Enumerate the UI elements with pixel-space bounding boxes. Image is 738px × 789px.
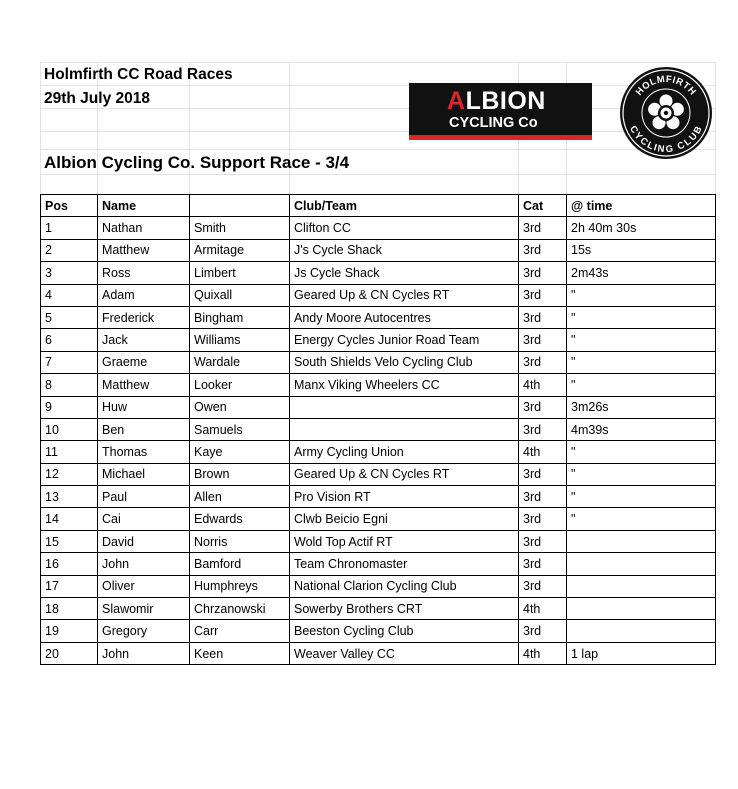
- cell-last-name: Keen: [190, 642, 290, 664]
- cell-time: ": [567, 486, 716, 508]
- cell-pos: 13: [41, 486, 98, 508]
- table-row: [41, 418, 716, 440]
- cell-team: Team Chronomaster: [290, 553, 519, 575]
- cell-team: Pro Vision RT: [290, 486, 519, 508]
- holmfirth-cycling-club-badge: [619, 66, 713, 160]
- cell-team: National Clarion Cycling Club: [290, 575, 519, 597]
- cell-last-name: Smith: [190, 217, 290, 239]
- table-row: [41, 284, 716, 306]
- cell-time: ": [567, 284, 716, 306]
- cell-pos: 6: [41, 329, 98, 351]
- cell-pos: 12: [41, 463, 98, 485]
- cell-last-name: Carr: [190, 620, 290, 642]
- cell-first-name: Graeme: [98, 351, 190, 373]
- cell-cat: 3rd: [519, 620, 567, 642]
- cell-last-name: Quixall: [190, 284, 290, 306]
- cell-time: ": [567, 306, 716, 328]
- cell-pos: 5: [41, 306, 98, 328]
- cell-last-name: Norris: [190, 530, 290, 552]
- cell-time: [567, 620, 716, 642]
- table-row: [41, 351, 716, 373]
- cell-time: 4m39s: [567, 418, 716, 440]
- cell-last-name: Brown: [190, 463, 290, 485]
- cell-pos: 7: [41, 351, 98, 373]
- cell-time: 2h 40m 30s: [567, 217, 716, 239]
- cell-cat: 3rd: [519, 306, 567, 328]
- table-row: [41, 508, 716, 530]
- cell-cat: 3rd: [519, 418, 567, 440]
- cell-time: 2m43s: [567, 262, 716, 284]
- cell-pos: 8: [41, 374, 98, 396]
- cell-cat: 3rd: [519, 463, 567, 485]
- cell-first-name: Jack: [98, 329, 190, 351]
- cell-team: Weaver Valley CC: [290, 642, 519, 664]
- col-header-time: @ time: [567, 195, 716, 217]
- cell-cat: 3rd: [519, 508, 567, 530]
- cell-first-name: Ross: [98, 262, 190, 284]
- cell-pos: 16: [41, 553, 98, 575]
- cell-first-name: Nathan: [98, 217, 190, 239]
- cell-first-name: Matthew: [98, 239, 190, 261]
- table-row: [41, 262, 716, 284]
- cell-first-name: Huw: [98, 396, 190, 418]
- cell-pos: 4: [41, 284, 98, 306]
- cell-pos: 17: [41, 575, 98, 597]
- cell-team: Beeston Cycling Club: [290, 620, 519, 642]
- table-row: [41, 441, 716, 463]
- table-row: [41, 306, 716, 328]
- cell-pos: 18: [41, 598, 98, 620]
- table-row: [41, 486, 716, 508]
- cell-pos: 1: [41, 217, 98, 239]
- badge-bottom-text: CYCLING CLUB: [626, 124, 706, 156]
- cell-cat: 3rd: [519, 575, 567, 597]
- col-header-team: Club/Team: [290, 195, 519, 217]
- cell-team: Energy Cycles Junior Road Team: [290, 329, 519, 351]
- table-row: [41, 239, 716, 261]
- cell-cat: 4th: [519, 441, 567, 463]
- cell-team: Army Cycling Union: [290, 441, 519, 463]
- col-header-pos: Pos: [41, 195, 98, 217]
- cell-last-name: Wardale: [190, 351, 290, 373]
- cell-pos: 19: [41, 620, 98, 642]
- cell-first-name: Thomas: [98, 441, 190, 463]
- race-date: 29th July 2018: [44, 90, 150, 107]
- cell-team: Andy Moore Autocentres: [290, 306, 519, 328]
- cell-time: [567, 575, 716, 597]
- table-row: [41, 217, 716, 239]
- cell-cat: 3rd: [519, 329, 567, 351]
- table-row: [41, 642, 716, 664]
- col-header-name: Name: [98, 195, 190, 217]
- table-row: [41, 530, 716, 552]
- table-row: [41, 553, 716, 575]
- col-header-surname: [190, 195, 290, 217]
- cell-last-name: Williams: [190, 329, 290, 351]
- cell-team: Geared Up & CN Cycles RT: [290, 463, 519, 485]
- cell-team: Geared Up & CN Cycles RT: [290, 284, 519, 306]
- cell-pos: 11: [41, 441, 98, 463]
- cell-cat: 4th: [519, 642, 567, 664]
- cell-first-name: Oliver: [98, 575, 190, 597]
- cell-first-name: Michael: [98, 463, 190, 485]
- cell-last-name: Looker: [190, 374, 290, 396]
- cell-last-name: Kaye: [190, 441, 290, 463]
- cell-time: 15s: [567, 239, 716, 261]
- badge-top-text: HOLMFIRTH: [633, 73, 699, 98]
- albion-logo-word: LBION: [465, 87, 546, 115]
- cell-cat: 4th: [519, 598, 567, 620]
- cell-time: ": [567, 441, 716, 463]
- cell-team: [290, 396, 519, 418]
- table-row: [41, 598, 716, 620]
- cell-cat: 3rd: [519, 217, 567, 239]
- cell-cat: 3rd: [519, 262, 567, 284]
- cell-time: ": [567, 329, 716, 351]
- cell-cat: 3rd: [519, 239, 567, 261]
- cell-last-name: Chrzanowski: [190, 598, 290, 620]
- cell-time: [567, 553, 716, 575]
- cell-first-name: Ben: [98, 418, 190, 440]
- cell-last-name: Edwards: [190, 508, 290, 530]
- cell-team: [290, 418, 519, 440]
- cell-pos: 15: [41, 530, 98, 552]
- cell-cat: 3rd: [519, 284, 567, 306]
- cell-team: Wold Top Actif RT: [290, 530, 519, 552]
- cell-team: Clifton CC: [290, 217, 519, 239]
- cell-time: ": [567, 463, 716, 485]
- col-header-cat: Cat: [519, 195, 567, 217]
- cell-last-name: Owen: [190, 396, 290, 418]
- cell-last-name: Humphreys: [190, 575, 290, 597]
- cell-first-name: John: [98, 642, 190, 664]
- cell-pos: 9: [41, 396, 98, 418]
- cell-cat: 4th: [519, 374, 567, 396]
- table-row: [41, 575, 716, 597]
- cell-first-name: Paul: [98, 486, 190, 508]
- cell-time: 3m26s: [567, 396, 716, 418]
- page-title: Holmfirth CC Road Races: [44, 66, 233, 83]
- albion-logo-subtitle: CYCLING Co: [449, 115, 538, 131]
- cell-team: Sowerby Brothers CRT: [290, 598, 519, 620]
- cell-team: South Shields Velo Cycling Club: [290, 351, 519, 373]
- cell-last-name: Allen: [190, 486, 290, 508]
- cell-time: ": [567, 508, 716, 530]
- cell-time: ": [567, 374, 716, 396]
- cell-cat: 3rd: [519, 486, 567, 508]
- albion-logo-stripe: [409, 135, 592, 140]
- cell-last-name: Bingham: [190, 306, 290, 328]
- cell-first-name: John: [98, 553, 190, 575]
- cell-first-name: Frederick: [98, 306, 190, 328]
- cell-team: J's Cycle Shack: [290, 239, 519, 261]
- cell-time: 1 lap: [567, 642, 716, 664]
- cell-first-name: David: [98, 530, 190, 552]
- race-name: Albion Cycling Co. Support Race - 3/4: [44, 153, 350, 172]
- cell-pos: 10: [41, 418, 98, 440]
- cell-pos: 20: [41, 642, 98, 664]
- cell-cat: 3rd: [519, 530, 567, 552]
- cell-time: ": [567, 351, 716, 373]
- cell-first-name: Adam: [98, 284, 190, 306]
- table-row: [41, 620, 716, 642]
- cell-team: Clwb Beicio Egni: [290, 508, 519, 530]
- table-row: [41, 396, 716, 418]
- cell-time: [567, 598, 716, 620]
- cell-last-name: Samuels: [190, 418, 290, 440]
- cell-team: Js Cycle Shack: [290, 262, 519, 284]
- cell-last-name: Limbert: [190, 262, 290, 284]
- cell-cat: 3rd: [519, 396, 567, 418]
- results-table: [40, 194, 716, 665]
- albion-logo: [409, 83, 592, 140]
- table-row: [41, 329, 716, 351]
- cell-last-name: Armitage: [190, 239, 290, 261]
- cell-first-name: Slawomir: [98, 598, 190, 620]
- cell-first-name: Matthew: [98, 374, 190, 396]
- cell-cat: 3rd: [519, 351, 567, 373]
- cell-first-name: Cai: [98, 508, 190, 530]
- cell-pos: 2: [41, 239, 98, 261]
- cell-time: [567, 530, 716, 552]
- table-header-row: [41, 195, 716, 217]
- cell-cat: 3rd: [519, 553, 567, 575]
- albion-logo-accent: A: [447, 87, 466, 115]
- cell-pos: 3: [41, 262, 98, 284]
- cell-first-name: Gregory: [98, 620, 190, 642]
- table-row: [41, 374, 716, 396]
- cell-last-name: Bamford: [190, 553, 290, 575]
- table-row: [41, 463, 716, 485]
- cell-pos: 14: [41, 508, 98, 530]
- cell-team: Manx Viking Wheelers CC: [290, 374, 519, 396]
